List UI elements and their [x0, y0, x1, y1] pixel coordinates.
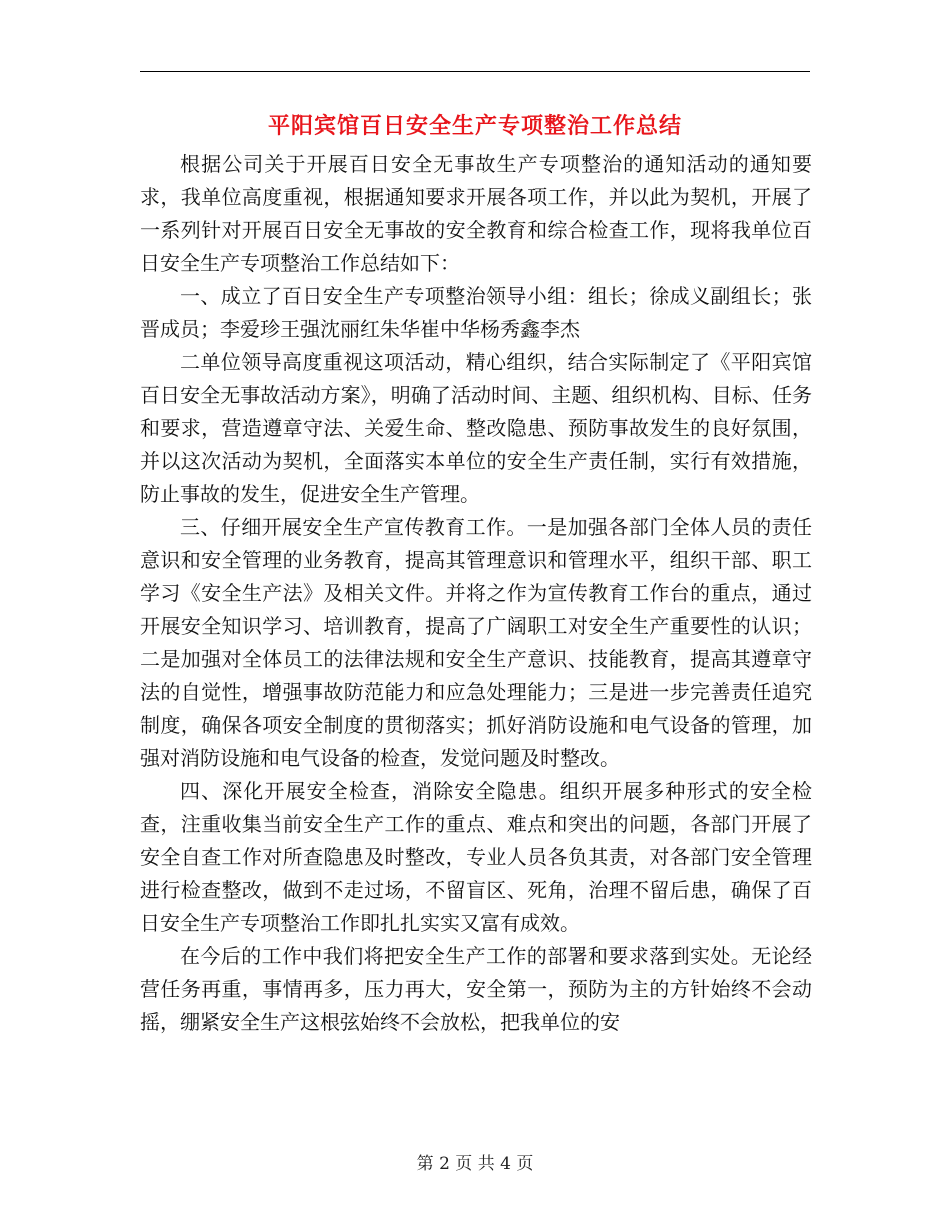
paragraph-leadership-attention: 二单位领导高度重视这项活动，精心组织，结合实际制定了《平阳宾馆百日安全无事故活动方案》，明确了活动时间、主题、组织机构、目标、任务和要求，营造遵章守法、关爱生命、整改隐患、预防事故发生的良好氛围，并以这次活动为契机，全面落实本单位的安全生产责任制，实行有效措施，防止事故的发生，促进安全生产管理。	[140, 350, 812, 506]
paragraph-inspection: 四、深化开展安全检查，消除安全隐患。组织开展多种形式的安全检查，注重收集当前安全生产工作的重点、难点和突出的问题，各部门开展了安全自查工作对所查隐患及时整改，专业人员各负其责，对各部门安全管理进行检查整改，做到不走过场，不留盲区、死角，治理不留后患，确保了百日安全生产专项整治工作即扎扎实实又富有成效。	[140, 779, 812, 935]
document-title: 平阳宾馆百日安全生产专项整治工作总结	[267, 113, 682, 139]
paragraph-intro: 根据公司关于开展百日安全无事故生产专项整治的通知活动的通知要求，我单位高度重视，根据通知要求开展各项工作，并以此为契机，开展了一系列针对开展百日安全无事故的安全教育和综合检查工作，现将我单位百日安全生产专项整治工作总结如下：	[140, 152, 812, 275]
header-rule	[140, 71, 810, 72]
paragraph-future-work: 在今后的工作中我们将把安全生产工作的部署和要求落到实处。无论经营任务再重，事情再多，压力再大，安全第一，预防为主的方针始终不会动摇，绷紧安全生产这根弦始终不会放松，把我单位的安	[140, 944, 812, 1034]
page-number-footer: 第 2 页 共 4 页	[416, 1154, 534, 1174]
paragraph-education: 三、仔细开展安全生产宣传教育工作。一是加强各部门全体人员的责任意识和安全管理的业务教育，提高其管理意识和管理水平，组织干部、职工学习《安全生产法》及相关文件。并将之作为宣传教育工作台的重点，通过开展安全知识学习、培训教育，提高了广阔职工对安全生产重要性的认识；二是加强对全体员工的法律法规和安全生产意识、技能教育，提高其遵章守法的自觉性，增强事故防范能力和应急处理能力；三是进一步完善责任追究制度，确保各项安全制度的贯彻落实；抓好消防设施和电气设备的管理，加强对消防设施和电气设备的检查，发觉问题及时整改。	[140, 515, 812, 770]
document-body	[140, 148, 812, 1039]
paragraph-leadership-group: 一、成立了百日安全生产专项整治领导小组：组长；徐成义副组长；张晋成员；李爱珍王强沈丽红朱华崔中华杨秀鑫李杰	[140, 284, 812, 341]
